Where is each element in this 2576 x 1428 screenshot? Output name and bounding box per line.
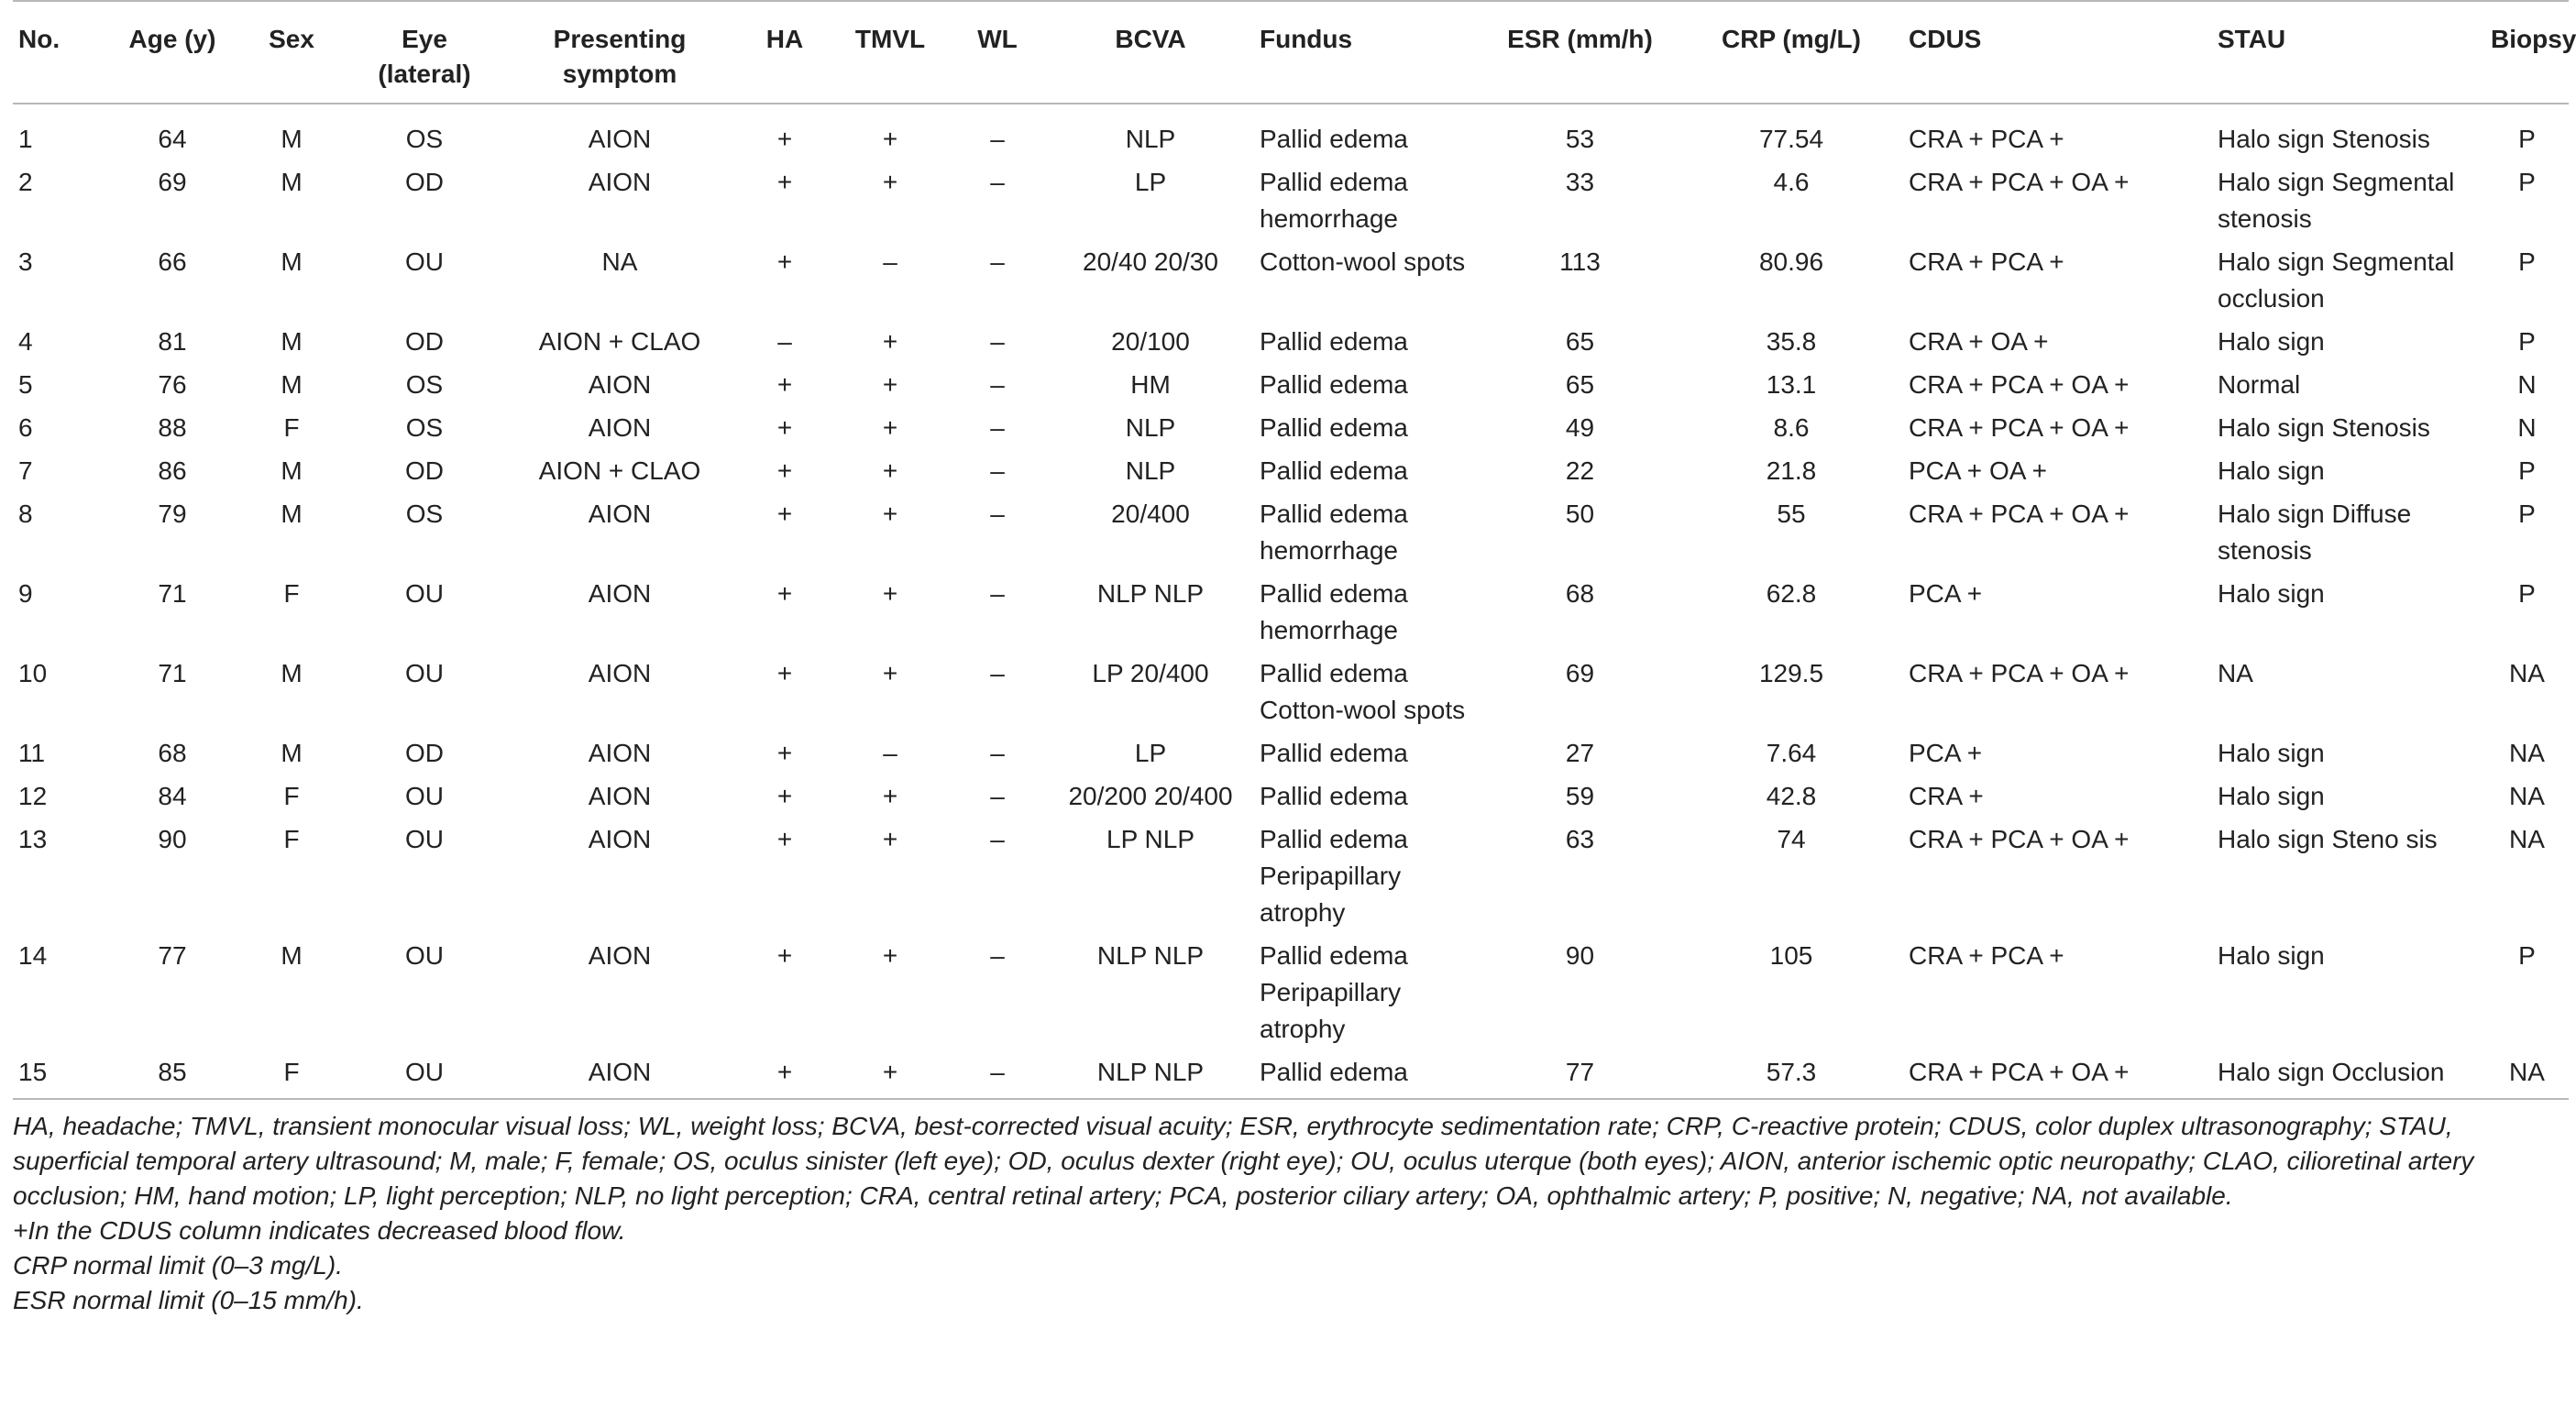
cell-stau: Normal (2218, 370, 2301, 399)
cell-tmvl: + (882, 500, 898, 528)
cell-wl: – (990, 125, 1005, 153)
cell-ha: + (776, 413, 793, 442)
table-row (13, 160, 2569, 240)
cell-age: 86 (158, 456, 187, 485)
cell-sex: M (281, 941, 303, 970)
cell-presenting-symptom: AION (588, 579, 652, 608)
cell-ha: + (737, 1050, 832, 1099)
cell-cdus: CRA + PCA + (1909, 125, 2064, 153)
cell-biopsy: P (2518, 456, 2536, 485)
table-row (13, 406, 2569, 449)
cell-biopsy: NA (2485, 1050, 2569, 1099)
header-crp: CRP (mg/L) (1679, 1, 1903, 104)
cell-cdus: PCA + OA + (1909, 456, 2047, 485)
cell-esr: 65 (1565, 370, 1595, 399)
table-row (13, 731, 2569, 774)
cell-presenting-symptom: NA (601, 247, 638, 276)
cell-esr: 63 (1565, 825, 1595, 853)
cell-crp: 129.5 (1758, 659, 1824, 687)
table-row (13, 363, 2569, 406)
footnote-line: CRP normal limit (0–3 mg/L). (13, 1251, 343, 1280)
cell-stau: NA (2218, 659, 2253, 687)
cell-stau: Halo sign Steno sis (2218, 825, 2438, 853)
cell-bcva: NLP NLP (1047, 1050, 1254, 1099)
cell-biopsy: NA (2509, 825, 2545, 853)
cell-sex: M (281, 327, 303, 356)
cell-age: 71 (158, 659, 187, 687)
cell-stau: Halo sign (2218, 456, 2325, 485)
cell-wl: – (990, 327, 1005, 356)
cell-tmvl: + (882, 941, 898, 970)
cell-ha: + (776, 579, 793, 608)
cell-fundus: Pallid edema Peripapillary atrophy (1260, 825, 1408, 927)
header-presenting-symptom: Presenting symptom (502, 1, 737, 104)
cell-no: 7 (18, 456, 33, 485)
cell-age: 64 (158, 125, 187, 153)
cell-esr: 69 (1565, 659, 1595, 687)
header-age: Age (y) (108, 1, 237, 104)
header-fundus: Fundus (1254, 1, 1481, 104)
header-ha: HA (737, 1, 832, 104)
table-row (13, 492, 2569, 572)
cell-crp: 105 (1769, 941, 1813, 970)
cell-fundus: Pallid edema (1260, 125, 1408, 153)
cell-cdus: CRA + PCA + OA + (1909, 413, 2130, 442)
table-row (13, 104, 2569, 160)
cell-bcva: NLP (1125, 125, 1176, 153)
footnote-line: ESR normal limit (0–15 mm/h). (13, 1286, 364, 1314)
header-stau: STAU (2212, 1, 2485, 104)
cell-stau: Halo sign (2218, 782, 2325, 810)
cell-fundus: Pallid edema (1254, 1050, 1481, 1099)
cell-crp: 77.54 (1758, 125, 1824, 153)
cell-age: 69 (158, 168, 187, 196)
cell-no: 6 (18, 413, 33, 442)
cell-presenting-symptom: AION (588, 659, 652, 687)
cell-wl: – (990, 579, 1005, 608)
cell-sex: F (283, 782, 300, 810)
cell-esr: 49 (1565, 413, 1595, 442)
cell-ha: + (776, 247, 793, 276)
cell-bcva: NLP (1125, 456, 1176, 485)
cell-stau: Halo sign Segmental occlusion (2218, 247, 2455, 313)
cell-wl: – (990, 825, 1005, 853)
cell-biopsy: P (2518, 327, 2536, 356)
cell-eye: OU (405, 659, 444, 687)
cell-ha: + (776, 125, 793, 153)
cell-stau: Halo sign (2218, 739, 2325, 767)
table-row (13, 818, 2569, 934)
cell-no: 1 (18, 125, 33, 153)
cell-bcva: 20/400 (1111, 500, 1190, 528)
cell-presenting-symptom: AION (588, 825, 652, 853)
cell-bcva: NLP (1125, 413, 1176, 442)
cell-esr: 68 (1565, 579, 1595, 608)
cell-cdus: CRA + (1909, 782, 1984, 810)
cell-wl: – (990, 739, 1005, 767)
cell-eye: OU (405, 825, 444, 853)
cell-bcva: NLP NLP (1096, 941, 1205, 970)
cell-ha: + (776, 500, 793, 528)
header-biopsy: Biopsy (2485, 1, 2569, 104)
cell-wl: – (948, 1050, 1047, 1099)
cell-tmvl: – (883, 739, 897, 767)
cell-age: 79 (158, 500, 187, 528)
cell-sex: M (281, 659, 303, 687)
cell-no: 4 (18, 327, 33, 356)
cell-presenting-symptom: AION (588, 413, 652, 442)
cell-eye: OU (405, 247, 444, 276)
header-no: No. (13, 1, 108, 104)
cell-presenting-symptom: AION (588, 370, 652, 399)
cell-tmvl: + (882, 782, 898, 810)
cell-sex: M (281, 247, 303, 276)
cell-tmvl: + (832, 1050, 948, 1099)
cell-sex: F (283, 579, 300, 608)
footnote-line: +In the CDUS column indicates decreased blood flow. (13, 1216, 626, 1245)
cell-sex: F (237, 1050, 347, 1099)
cell-crp: 74 (1777, 825, 1806, 853)
cell-tmvl: + (882, 327, 898, 356)
cell-fundus: Pallid edema hemorrhage (1260, 579, 1408, 644)
cell-cdus: CRA + OA + (1909, 327, 2049, 356)
cell-esr: 65 (1565, 327, 1595, 356)
cell-no: 10 (18, 659, 48, 687)
cell-biopsy: N (2517, 370, 2537, 399)
header-sex: Sex (237, 1, 347, 104)
table-row (13, 774, 2569, 818)
table-row (13, 240, 2569, 320)
cell-crp: 80.96 (1758, 247, 1824, 276)
cell-biopsy: P (2518, 579, 2536, 608)
cell-wl: – (990, 500, 1005, 528)
cell-presenting-symptom: AION + CLAO (538, 456, 701, 485)
cell-age: 68 (158, 739, 187, 767)
cell-ha: + (776, 739, 793, 767)
cell-fundus: Pallid edema (1260, 413, 1408, 442)
cell-bcva: 20/100 (1111, 327, 1190, 356)
header-esr: ESR (mm/h) (1481, 1, 1679, 104)
cell-wl: – (990, 941, 1005, 970)
cell-ha: – (777, 327, 792, 356)
cell-stau: Halo sign Segmental stenosis (2218, 168, 2455, 233)
cell-fundus: Pallid edema (1260, 739, 1408, 767)
cell-age: 88 (158, 413, 187, 442)
cell-no: 2 (18, 168, 33, 196)
cell-eye: OD (405, 168, 444, 196)
cell-biopsy: N (2517, 413, 2537, 442)
cell-stau: Halo sign Stenosis (2218, 413, 2430, 442)
cell-esr: 113 (1559, 247, 1601, 276)
cell-wl: – (990, 782, 1005, 810)
header-cdus: CDUS (1903, 1, 2212, 104)
cell-crp: 4.6 (1773, 168, 1810, 196)
cell-cdus: CRA + PCA + OA + (1909, 825, 2130, 853)
cell-no: 12 (18, 782, 48, 810)
cell-no: 5 (18, 370, 33, 399)
cell-sex: F (283, 825, 300, 853)
cell-stau: Halo sign Stenosis (2218, 125, 2430, 153)
cell-fundus: Pallid edema Peripapillary atrophy (1260, 941, 1408, 1043)
cell-ha: + (776, 168, 793, 196)
cell-cdus: CRA + PCA + OA + (1909, 168, 2130, 196)
cell-age: 77 (158, 941, 187, 970)
cell-eye: OU (405, 579, 444, 608)
table-row (13, 572, 2569, 652)
cell-crp: 13.1 (1766, 370, 1817, 399)
cell-cdus: CRA + PCA + OA + (1909, 370, 2130, 399)
cell-fundus: Pallid edema Cotton-wool spots (1260, 659, 1466, 724)
cell-cdus: CRA + PCA + (1909, 941, 2064, 970)
cell-ha: + (776, 941, 793, 970)
cell-eye: OS (405, 500, 444, 528)
cell-tmvl: + (882, 825, 898, 853)
cell-no: 11 (18, 739, 46, 767)
cell-no: 14 (18, 941, 48, 970)
cell-age: 84 (158, 782, 187, 810)
cell-stau: Halo sign (2218, 579, 2325, 608)
cell-sex: M (281, 168, 303, 196)
table-footnotes (13, 1109, 2477, 1318)
cell-age: 90 (158, 825, 187, 853)
cell-ha: + (776, 782, 793, 810)
cell-stau: Halo sign (2218, 327, 2325, 356)
cell-sex: M (281, 456, 303, 485)
cell-eye: OU (347, 1050, 502, 1099)
cell-eye: OD (405, 456, 444, 485)
cell-esr: 90 (1565, 941, 1595, 970)
cell-esr: 53 (1565, 125, 1595, 153)
cell-fundus: Pallid edema hemorrhage (1260, 500, 1408, 565)
cell-esr: 59 (1565, 782, 1595, 810)
cell-eye: OU (405, 941, 444, 970)
cell-bcva: LP (1134, 168, 1167, 196)
cell-crp: 55 (1777, 500, 1806, 528)
cell-cdus: CRA + PCA + OA + (1903, 1050, 2212, 1099)
cell-wl: – (990, 659, 1005, 687)
cell-fundus: Cotton-wool spots (1260, 247, 1466, 276)
cell-tmvl: + (882, 456, 898, 485)
cell-no: 15 (13, 1050, 108, 1099)
cell-ha: + (776, 456, 793, 485)
cell-tmvl: + (882, 168, 898, 196)
cell-no: 13 (18, 825, 48, 853)
table-body (13, 104, 2569, 1099)
cell-tmvl: + (882, 579, 898, 608)
cell-stau: Halo sign (2218, 941, 2325, 970)
cell-eye: OD (405, 739, 444, 767)
cell-biopsy: P (2518, 941, 2536, 970)
cell-esr: 22 (1565, 456, 1595, 485)
cell-sex: F (283, 413, 300, 442)
cell-presenting-symptom: AION + CLAO (538, 327, 701, 356)
cell-presenting-symptom: AION (588, 125, 652, 153)
cell-presenting-symptom: AION (588, 782, 652, 810)
cell-bcva: 20/40 20/30 (1083, 247, 1218, 276)
cell-crp: 57.3 (1679, 1050, 1903, 1099)
cell-eye: OS (405, 370, 444, 399)
cell-sex: M (281, 125, 303, 153)
cell-fundus: Pallid edema (1260, 782, 1408, 810)
cell-biopsy: P (2518, 125, 2536, 153)
cell-tmvl: + (882, 125, 898, 153)
cell-eye: OD (405, 327, 444, 356)
cell-biopsy: NA (2509, 739, 2545, 767)
cell-no: 9 (18, 579, 33, 608)
cell-crp: 8.6 (1773, 413, 1810, 442)
cell-fundus: Pallid edema (1260, 456, 1408, 485)
cell-cdus: PCA + (1909, 579, 1983, 608)
cell-tmvl: + (882, 413, 898, 442)
cell-wl: – (990, 168, 1005, 196)
cell-age: 76 (158, 370, 187, 399)
table-row (13, 320, 2569, 363)
cell-bcva: 20/200 20/400 (1068, 782, 1233, 810)
cell-crp: 35.8 (1766, 327, 1817, 356)
cell-stau: Halo sign Diffuse stenosis (2218, 500, 2412, 565)
cell-sex: M (281, 500, 303, 528)
cell-fundus: Pallid edema (1260, 327, 1408, 356)
cell-ha: + (776, 659, 793, 687)
cell-cdus: CRA + PCA + OA + (1909, 500, 2130, 528)
cell-biopsy: NA (2509, 782, 2545, 810)
cell-presenting-symptom: AION (588, 500, 652, 528)
cell-age: 71 (158, 579, 187, 608)
cell-wl: – (990, 456, 1005, 485)
cell-no: 3 (18, 247, 33, 276)
cell-wl: – (990, 370, 1005, 399)
cell-fundus: Pallid edema (1260, 370, 1408, 399)
header-row (13, 1, 2569, 104)
cell-bcva: LP NLP (1106, 825, 1194, 853)
cell-esr: 77 (1481, 1050, 1679, 1099)
table-row (13, 449, 2569, 492)
cell-eye: OS (405, 413, 444, 442)
cell-age: 81 (158, 327, 187, 356)
cell-biopsy: P (2518, 247, 2536, 276)
cell-esr: 27 (1565, 739, 1595, 767)
cell-bcva: LP (1134, 739, 1167, 767)
cell-crp: 21.8 (1766, 456, 1817, 485)
cell-biopsy: P (2518, 168, 2536, 196)
cell-presenting-symptom: AION (502, 1050, 737, 1099)
header-bcva: BCVA (1047, 1, 1254, 104)
cell-ha: + (776, 825, 793, 853)
cell-crp: 62.8 (1766, 579, 1817, 608)
cell-sex: M (281, 370, 303, 399)
footnote-line: HA, headache; TMVL, transient monocular visual loss; WL, weight loss; BCVA, best-corrected visual acuity; ESR, erythrocyte sedimentation rate; CRP, C-reactive protein; CDUS, color duplex ultrasonography; STAU, superficial temporal artery ultrasound; M, male; F, female; OS, oculus sinister (left eye); OD, oculus dexter (right eye); OU, oculus uterque (both eyes); AION, anterior ischemic optic neuropathy; CLAO, cilioretinal artery occlusion; HM, hand motion; LP, light perception; NLP, no light perception; CRA, central retinal artery; PCA, posterior ciliary artery; OA, ophthalmic artery; P, positive; N, negative; NA, not available. (13, 1112, 2474, 1210)
cell-bcva: NLP NLP (1096, 579, 1205, 608)
cell-biopsy: NA (2509, 659, 2545, 687)
cell-tmvl: + (882, 659, 898, 687)
cell-stau: Halo sign Occlusion (2212, 1050, 2485, 1099)
cell-crp: 7.64 (1766, 739, 1817, 767)
cell-age: 85 (108, 1050, 237, 1099)
cell-no: 8 (18, 500, 33, 528)
cell-cdus: CRA + PCA + OA + (1909, 659, 2130, 687)
cell-cdus: PCA + (1909, 739, 1983, 767)
cell-eye: OU (405, 782, 444, 810)
table-row (13, 934, 2569, 1050)
cell-esr: 50 (1565, 500, 1595, 528)
cell-wl: – (990, 247, 1005, 276)
cell-sex: M (281, 739, 303, 767)
cell-presenting-symptom: AION (588, 739, 652, 767)
cell-tmvl: + (882, 370, 898, 399)
cell-wl: – (990, 413, 1005, 442)
cell-crp: 42.8 (1766, 782, 1817, 810)
cell-bcva: LP 20/400 (1092, 659, 1209, 687)
cell-biopsy: P (2518, 500, 2536, 528)
cell-ha: + (776, 370, 793, 399)
table-header (13, 1, 2576, 104)
cell-esr: 33 (1565, 168, 1595, 196)
cell-tmvl: – (883, 247, 897, 276)
cell-fundus: Pallid edema hemorrhage (1260, 168, 1408, 233)
cell-presenting-symptom: AION (588, 941, 652, 970)
cell-presenting-symptom: AION (588, 168, 652, 196)
cell-eye: OS (405, 125, 444, 153)
table-row (13, 1050, 2569, 1099)
header-eye: Eye (lateral) (347, 1, 502, 104)
cell-bcva: HM (1130, 370, 1171, 399)
patient-table (13, 0, 2576, 1100)
cell-age: 66 (158, 247, 187, 276)
table-row (13, 652, 2569, 731)
header-wl: WL (948, 1, 1047, 104)
cell-cdus: CRA + PCA + (1909, 247, 2064, 276)
header-tmvl: TMVL (832, 1, 948, 104)
